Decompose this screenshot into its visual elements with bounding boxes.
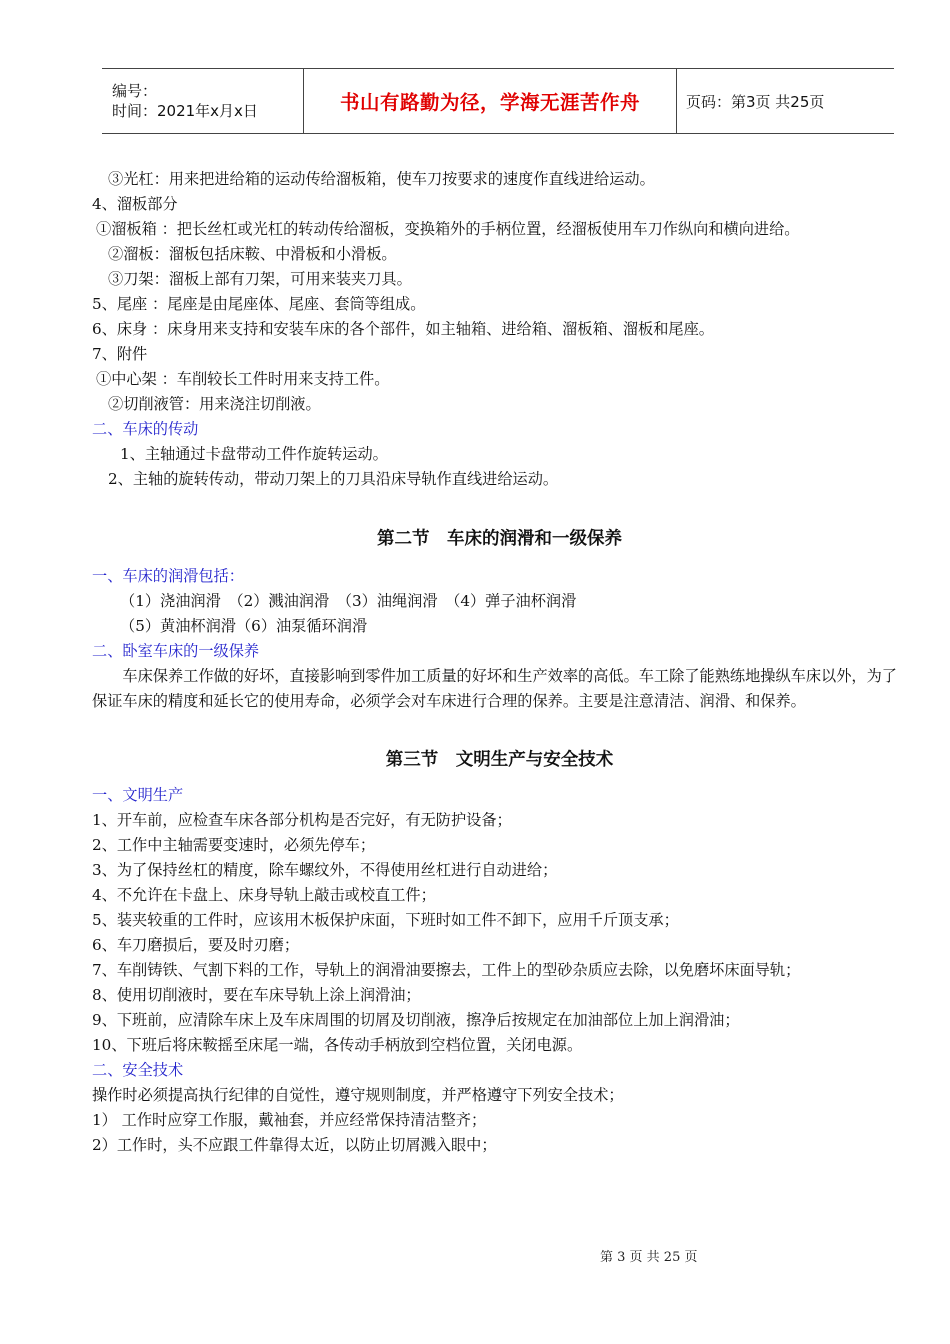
text-line: ①溜板箱 ：把长丝杠或光杠的转动传给溜板，变换箱外的手柄位置，经溜板使用车刀作纵向和横向进给。: [96, 220, 800, 238]
list-item: 3、为了保持丝杠的精度，除车螺纹外，不得使用丝杠进行自动进给；: [92, 861, 558, 879]
text-line: （1）浇油润滑 （2）溅油润滑 （3）油绳润滑 （4）弹子油杯润滑: [120, 592, 577, 610]
list-item: 8、使用切削液时，要在车床导轨上涂上润滑油；: [92, 986, 421, 1004]
header-page-number: 页码：第3页 共25页: [686, 92, 825, 111]
list-item: 4、不允许在卡盘上、床身导轨上敲击或校直工件；: [92, 886, 436, 904]
text-line: ②溜板：溜板包括床鞍、中滑板和小滑板。: [108, 245, 397, 263]
list-item: 2）工作时，头不应跟工件靠得太近，以防止切屑溅入眼中；: [92, 1136, 497, 1154]
text-line: 5、尾座 ：尾座是由尾座体、尾座、套筒等组成。: [92, 295, 426, 313]
subsection-heading: 二、卧室车床的一级保养: [92, 642, 260, 660]
paragraph: 车床保养工作做的好坏，直接影响到零件加工质量的好坏和生产效率的高低。车工除了能熟练地操纵车床以外，为了保证车床的精度和延长它的使用寿命，必须学会对车床进行合理的保养。主要是注意清洁、润滑、和保养。: [92, 667, 897, 710]
subsection-heading: 二、安全技术: [92, 1061, 184, 1079]
header-page-cell: [677, 69, 894, 133]
list-item: 1） 工作时应穿工作服，戴袖套，并应经常保持清洁整齐；: [92, 1111, 487, 1129]
text-line: ③刀架：溜板上部有刀架，可用来装夹刀具。: [108, 270, 412, 288]
text-line: ②切削液管：用来浇注切削液。: [108, 395, 321, 413]
text-line: （5）黄油杯润滑（6）油泵循环润滑: [120, 617, 368, 635]
text-line: 1、主轴通过卡盘带动工件作旋转运动。: [120, 445, 388, 463]
header-info: [102, 69, 304, 133]
text-line: 6、床身 ：床身用来支持和安装车床的各个部件，如主轴箱、进给箱、溜板箱、溜板和尾座。: [92, 320, 714, 338]
subsection-heading: 一、车床的润滑包括：: [92, 567, 244, 585]
subsection-heading: 二、车床的传动: [92, 420, 199, 438]
text-line: 2、主轴的旋转传动，带动刀架上的刀具沿床导轨作直线进给运动。: [108, 470, 559, 488]
text-line: ①中心架 ：车削较长工件时用来支持工件。: [96, 370, 390, 388]
text-line: 操作时必须提高执行纪律的自觉性，遵守规则制度，并严格遵守下列安全技术；: [92, 1086, 624, 1104]
text-line: ③光杠：用来把进给箱的运动传给溜板箱，使车刀按要求的速度作直线进给运动。: [108, 170, 655, 188]
document-number-label: 编号：: [112, 82, 158, 100]
list-item: 5、装夹较重的工件时，应该用木板保护床面，下班时如工件不卸下，应用千斤顶支承；: [92, 911, 679, 929]
list-item: 1、开车前，应检查车床各部分机构是否完好，有无防护设备；: [92, 811, 512, 829]
list-item: 2、工作中主轴需要变速时，必须先停车；: [92, 836, 376, 854]
section-title: 第二节 车床的润滑和一级保养: [377, 529, 622, 549]
document-body: [92, 167, 907, 1158]
document-date-label: 时间：2021年x月x日: [112, 102, 258, 120]
text-line: 7、附件: [92, 345, 148, 363]
text-line: 4、溜板部分: [92, 195, 178, 213]
list-item: 7、车削铸铁、气割下料的工作，导轨上的润滑油要擦去，工件上的型砂杂质应去除，以免磨坏床面导轨；: [92, 961, 801, 979]
header-motto: 书山有路勤为径，学海无涯苦作舟: [339, 91, 640, 114]
page-footer: 第 3 页 共 25 页: [600, 1250, 698, 1265]
list-item: 6、车刀磨损后，要及时刃磨；: [92, 936, 300, 954]
list-item: 10、下班后将床鞍摇至床尾一端，各传动手柄放到空档位置，关闭电源。: [92, 1036, 583, 1054]
list-item: 9、下班前，应清除车床上及车床周围的切屑及切削液，擦净后按规定在加油部位上加上润滑油；: [92, 1011, 740, 1029]
section-title: 第三节 文明生产与安全技术: [385, 750, 614, 770]
page-header: [102, 68, 894, 134]
header-motto-cell: [304, 69, 677, 133]
subsection-heading: 一、文明生产: [92, 786, 184, 804]
